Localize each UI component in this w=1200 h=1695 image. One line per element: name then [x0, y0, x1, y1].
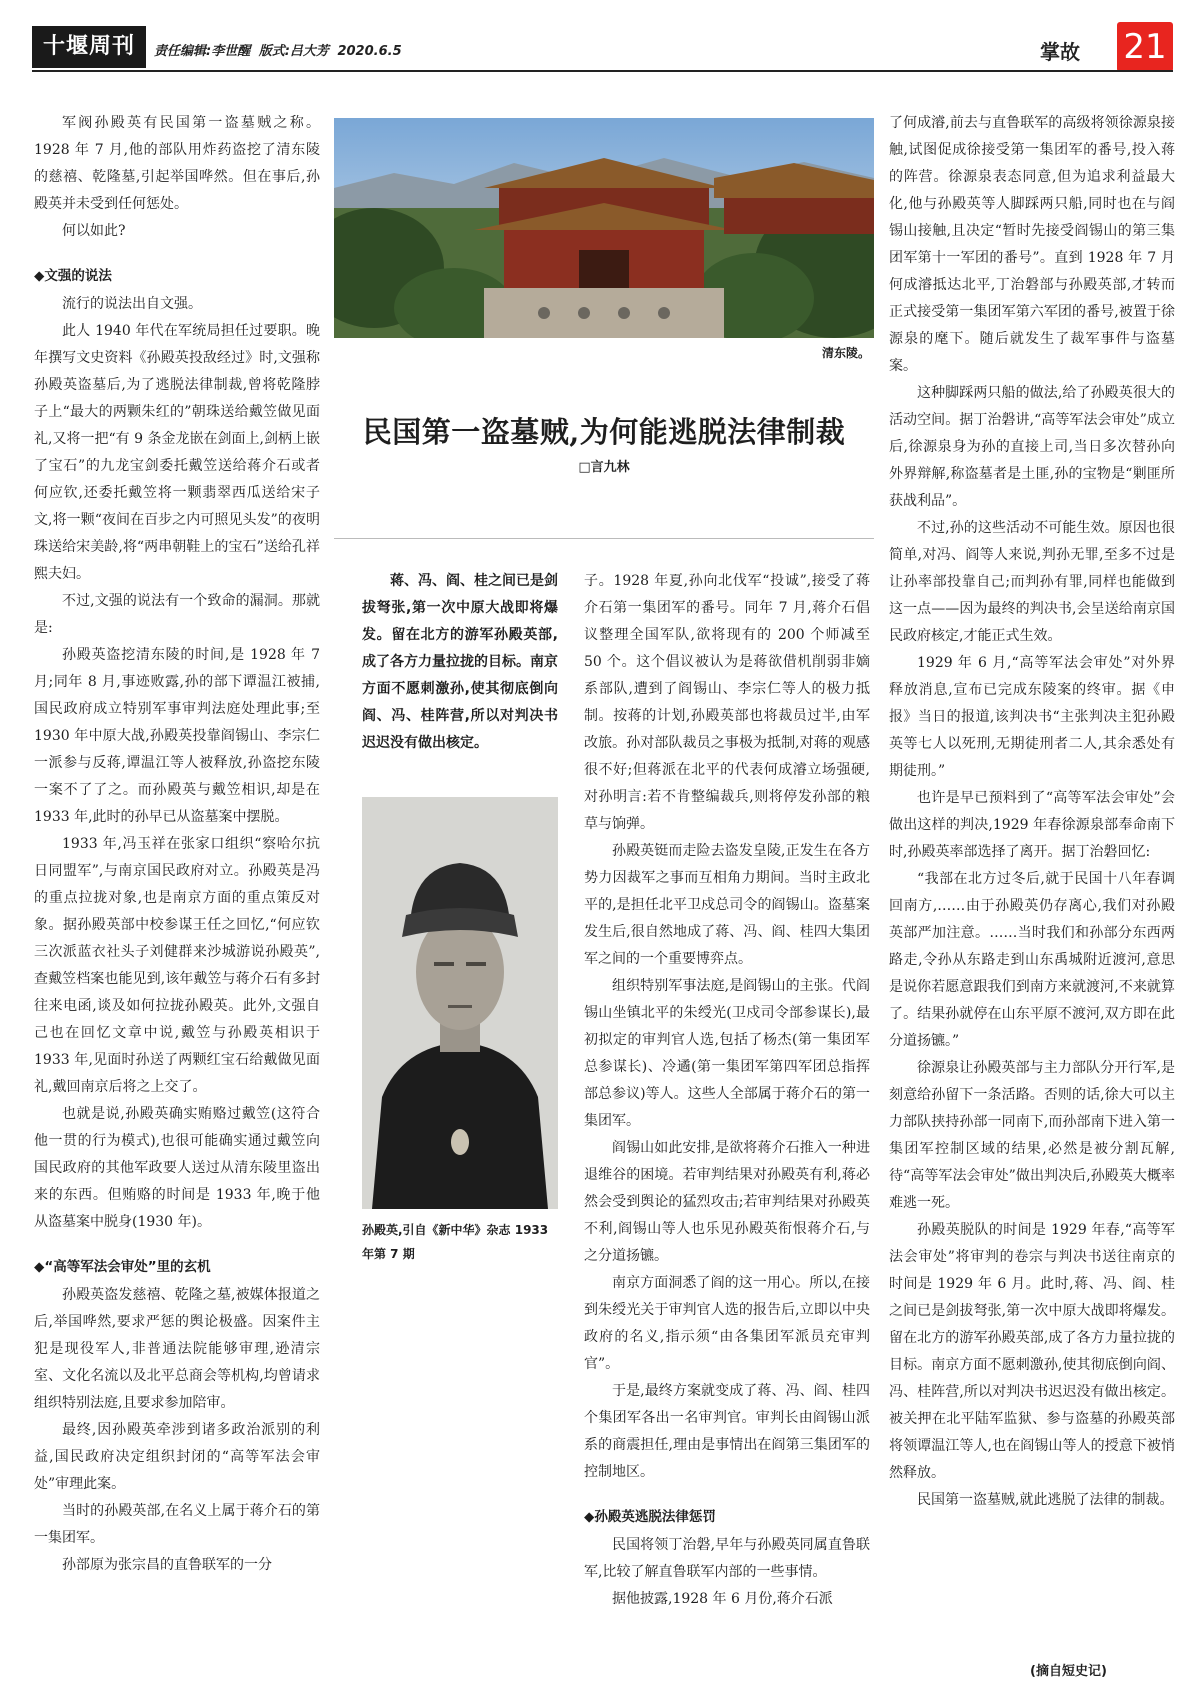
paragraph: 流行的说法出自文强。 — [62, 296, 202, 312]
paragraph: 最终,因孙殿英牵涉到诸多政治派别的利益,国民政府决定组织封闭的“高等军法会审处”审理此案。 — [34, 1422, 320, 1492]
layout-designer: 版式:吕大芳 — [258, 44, 329, 59]
paragraph: 南京方面洞悉了阎的这一用心。所以,在接到朱绶光关于审判官人选的报告后,立即以中央政府的名义,指示须“由各集团军派员充审判官”。 — [584, 1275, 870, 1372]
page-number: 21 — [1117, 22, 1173, 72]
paragraph: 1933 年,冯玉祥在张家口组织“察哈尔抗日同盟军”,与南京国民政府对立。孙殿英是冯的重点拉拢对象,也是南京方面的重点策反对象。据孙殿英部中校参谋王任之回忆,“何应钦三次派蓝衣社头子刘健群来沙城游说孙殿英”,查戴笠档案也能见到,该年戴笠与蒋介石有多封往来电函,谈及如何拉拢孙殿英。此外,文强自己也在回忆文章中说,戴笠与孙殿英相识于 1933 年,见面时孙送了两颗红宝石给戴做见面礼,戴回南京后将之上交了。 — [34, 836, 320, 1095]
paragraph: 这种脚踩两只船的做法,给了孙殿英很大的活动空间。据丁治磐讲,“高等军法会审处”成立后,徐源泉身为孙的直接上司,当日多次替孙向外界辩解,称盗墓者是土匪,孙的宝物是“剿匪所获战利品”。 — [889, 385, 1175, 509]
photo-caption: 清东陵。 — [821, 346, 870, 360]
paragraph: 民国第一盗墓贼,就此逃脱了法律的制裁。 — [917, 1492, 1174, 1508]
paragraph: 孙部原为张宗昌的直鲁联军的一分 — [62, 1557, 272, 1573]
pull-quote: 蒋、冯、阎、桂之间已是剑拔弩张,第一次中原大战即将爆发。留在北方的游军孙殿英部,成了各方力量拉拢的目标。南京方面不愿刺激孙,使其彻底倒向阎、冯、桂阵营,所以对判决书迟迟没有做出核定。 — [362, 573, 558, 751]
article-headline: 民国第一盗墓贼,为何能逃脱法律制裁 — [362, 415, 846, 449]
article-column-3 — [584, 568, 870, 1613]
section-heading: ◆孙殿英逃脱法律惩罚 — [584, 1509, 716, 1525]
editor-credits — [154, 40, 406, 59]
paragraph: 于是,最终方案就变成了蒋、冯、阎、桂四个集团军各出一名审判官。审判长由阎锡山派系的商震担任,理由是事情出在阎第三集团军的控制地区。 — [584, 1383, 870, 1480]
tomb-illustration — [334, 118, 874, 338]
paragraph: 孙殿英脱队的时间是 1929 年春,“高等军法会审处”将审判的卷宗与判决书送往南京的时间是 1929 年 6 月。此时,蒋、冯、阎、桂之间已是剑拔弩张,第一次中原大战即将爆发。留在北方的游军孙殿英部,成了各方力量拉拢的目标。南京方面不愿刺激孙,使其彻底倒向阎、冯、桂阵营,所以对判决书迟迟没有做出核定。被关押在北平陆军监狱、参与盗墓的孙殿英部将领谭温江等人,也在阎锡山等人的授意下被悄然释放。 — [889, 1222, 1175, 1481]
article-column-1 — [34, 110, 320, 1579]
masthead-logo: 十堰周刊 — [32, 26, 146, 68]
header-rule — [32, 70, 1173, 72]
section-title: 掌故 — [1040, 40, 1080, 64]
portrait-caption: 孙殿英,引自《新中华》杂志 1933 年第 7 期 — [362, 1223, 549, 1261]
paragraph: 了何成濬,前去与直鲁联军的高级将领徐源泉接触,试图促成徐接受第一集团军的番号,投入蒋的阵营。徐源泉表态同意,但为追求利益最大化,他与孙殿英等人脚踩两只船,同时也在与阎锡山接触,且决定“暂时先接受阎锡山的第三集团军第十一军团的番号”。直到 1928 年 7 月何成濬抵达北平,丁治磐部与孙殿英部,才转而正式接受第一集团军第六军团的番号,被置于徐源泉的麾下。随后就发生了裁军事件与盗墓案。 — [889, 115, 1175, 374]
paragraph: 1929 年 6 月,“高等军法会审处”对外界释放消息,宣布已完成东陵案的终审。据《申报》当日的报道,该判决书“主张判决主犯孙殿英等七人以死刑,无期徒刑者二人,其余悉处有期徒刑。” — [889, 655, 1175, 779]
paragraph: 不过,孙的这些活动不可能生效。原因也很简单,对冯、阎等人来说,判孙无罪,至多不过是让孙率部投靠自己;而判孙有罪,同样也能做到这一点——因为最终的判决书,会呈送给南京国民政府核定,才能正式生效。 — [889, 520, 1175, 644]
paragraph: 据他披露,1928 年 6 月份,蒋介石派 — [612, 1591, 833, 1607]
paragraph: 孙殿英盗发慈禧、乾隆之墓,被媒体报道之后,举国哗然,要求严惩的舆论极盛。因案件主犯是现役军人,非普通法院能够审理,逊清宗室、文化名流以及北平总商会等机构,均曾请求组织特别法庭,且要求参加陪审。 — [34, 1287, 320, 1411]
issue-date: 2020.6.5 — [337, 44, 402, 59]
headline-divider — [334, 538, 874, 539]
paragraph: 当时的孙殿英部,在名义上属于蒋介石的第一集团军。 — [34, 1503, 320, 1546]
paragraph: 不过,文强的说法有一个致命的漏洞。那就是: — [34, 593, 320, 636]
article-column-4 — [889, 110, 1175, 1514]
paragraph: “我部在北方过冬后,就于民国十八年春调回南方,……由于孙殿英仍存离心,我们对孙殿英部严加注意。……当时我们和孙部分东西两路走,令孙从东路走到山东禹城附近渡河,意思是说你若愿意跟我们到南方来就渡河,不来就算了。结果孙就停在山东平原不渡河,双方即在此分道扬镳。” — [889, 871, 1175, 1049]
paragraph: 也就是说,孙殿英确实贿赂过戴笠(这符合他一贯的行为模式),也很可能确实通过戴笠向国民政府的其他军政要人送过从清东陵里盗出来的东西。但贿赂的时间是 1933 年,晚于他从盗墓案中脱身(1930 年)。 — [34, 1106, 320, 1230]
article-source: (摘自短史记) — [1030, 1664, 1107, 1679]
sun-dianying-portrait — [362, 797, 558, 1209]
paragraph: 徐源泉让孙殿英部与主力部队分开行军,是刻意给孙留下一条活路。否则的话,徐大可以主力部队挟持孙部一同南下,而孙部南下进入第一集团军控制区域的结果,必然是被分割瓦解,待“高等军法会审处”做出判决后,孙殿英大概率难逃一死。 — [889, 1060, 1175, 1211]
article-byline: □言九林 — [578, 460, 630, 475]
paragraph: 军阀孙殿英有民国第一盗墓贼之称。1928 年 7 月,他的部队用炸药盗挖了清东陵的慈禧、乾隆墓,引起举国哗然。但在事后,孙殿英并未受到任何惩处。 — [34, 115, 320, 212]
paragraph: 何以如此? — [62, 223, 126, 239]
section-heading: ◆文强的说法 — [34, 268, 112, 284]
portrait-illustration — [362, 797, 558, 1209]
section-heading: ◆“高等军法会审处”里的玄机 — [34, 1259, 211, 1275]
paragraph: 此人 1940 年代在军统局担任过要职。晚年撰写文史资料《孙殿英投敌经过》时,文强称孙殿英盗墓后,为了逃脱法律制裁,曾将乾隆脖子上“最大的两颗朱红的”朝珠送给戴笠做见面礼,又将一把“有 9 条金龙嵌在剑面上,剑柄上嵌了宝石”的九龙宝剑委托戴笠送给蒋介石或者何应钦,还委托戴笠将一颗翡翠西瓜送给宋子文,将一颗“夜间在百步之内可照见头发”的夜明珠送给宋美龄,将“两串朝鞋上的宝石”送给孔祥熙夫妇。 — [34, 323, 320, 582]
editor-name: 责任编辑:李世醒 — [154, 44, 251, 59]
paragraph: 阎锡山如此安排,是欲将蒋介石推入一种进退维谷的困境。若审判结果对孙殿英有利,蒋必然会受到舆论的猛烈攻击;若审判结果对孙殿英不利,阎锡山等人也乐见孙殿英衔恨蒋介石,与之分道扬镳。 — [584, 1140, 870, 1264]
paragraph: 孙殿英盗挖清东陵的时间,是 1928 年 7 月;同年 8 月,事迹败露,孙的部下谭温江被捕,国民政府成立特别军事审判法庭处理此事;至 1930 年中原大战,孙殿英投靠阎锡山、李宗仁一派参与反蒋,谭温江等人被释放,孙盗挖东陵一案不了了之。而孙殿英与戴笠相识,却是在 1933 年,此时的孙早已从盗墓案中摆脱。 — [34, 647, 320, 825]
paragraph: 组织特别军事法庭,是阎锡山的主张。代阎锡山坐镇北平的朱绶光(卫戍司令部参谋长),最初拟定的审判官人选,包括了杨杰(第一集团军总参谋长)、冷遹(第一集团军第四军团总指挥部总参议)等人。这些人全部属于蒋介石的第一集团军。 — [584, 978, 870, 1129]
paragraph: 子。1928 年夏,孙向北伐军“投诚”,接受了蒋介石第一集团军的番号。同年 7 月,蒋介石倡议整理全国军队,欲将现有的 200 个师减至 50 个。这个倡议被认为是蒋欲借机削弱非嫡系部队,遭到了阎锡山、李宗仁等人的极力抵制。按蒋的计划,孙殿英部也将裁员过半,由军改旅。孙对部队裁员之事极为抵制,对蒋的观感很不好;但蒋派在北平的代表何成濬立场强硬,对孙明言:若不肯整编裁兵,则将停发孙部的粮草与饷弹。 — [584, 573, 870, 832]
paragraph: 也许是早已预料到了“高等军法会审处”会做出这样的判决,1929 年春徐源泉部奉命南下时,孙殿英率部选择了离开。据丁治磐回忆: — [889, 790, 1175, 860]
paragraph: 孙殿英铤而走险去盗发皇陵,正发生在各方势力因裁军之事而互相角力期间。当时主政北平的,是担任北平卫戍总司令的阎锡山。盗墓案发生后,很自然地成了蒋、冯、阎、桂四大集团军之间的一个重要博弈点。 — [584, 843, 870, 967]
eastern-qing-tombs-photo — [334, 118, 874, 338]
paragraph: 民国将领丁治磐,早年与孙殿英同属直鲁联军,比较了解直鲁联军内部的一些事情。 — [584, 1537, 870, 1580]
